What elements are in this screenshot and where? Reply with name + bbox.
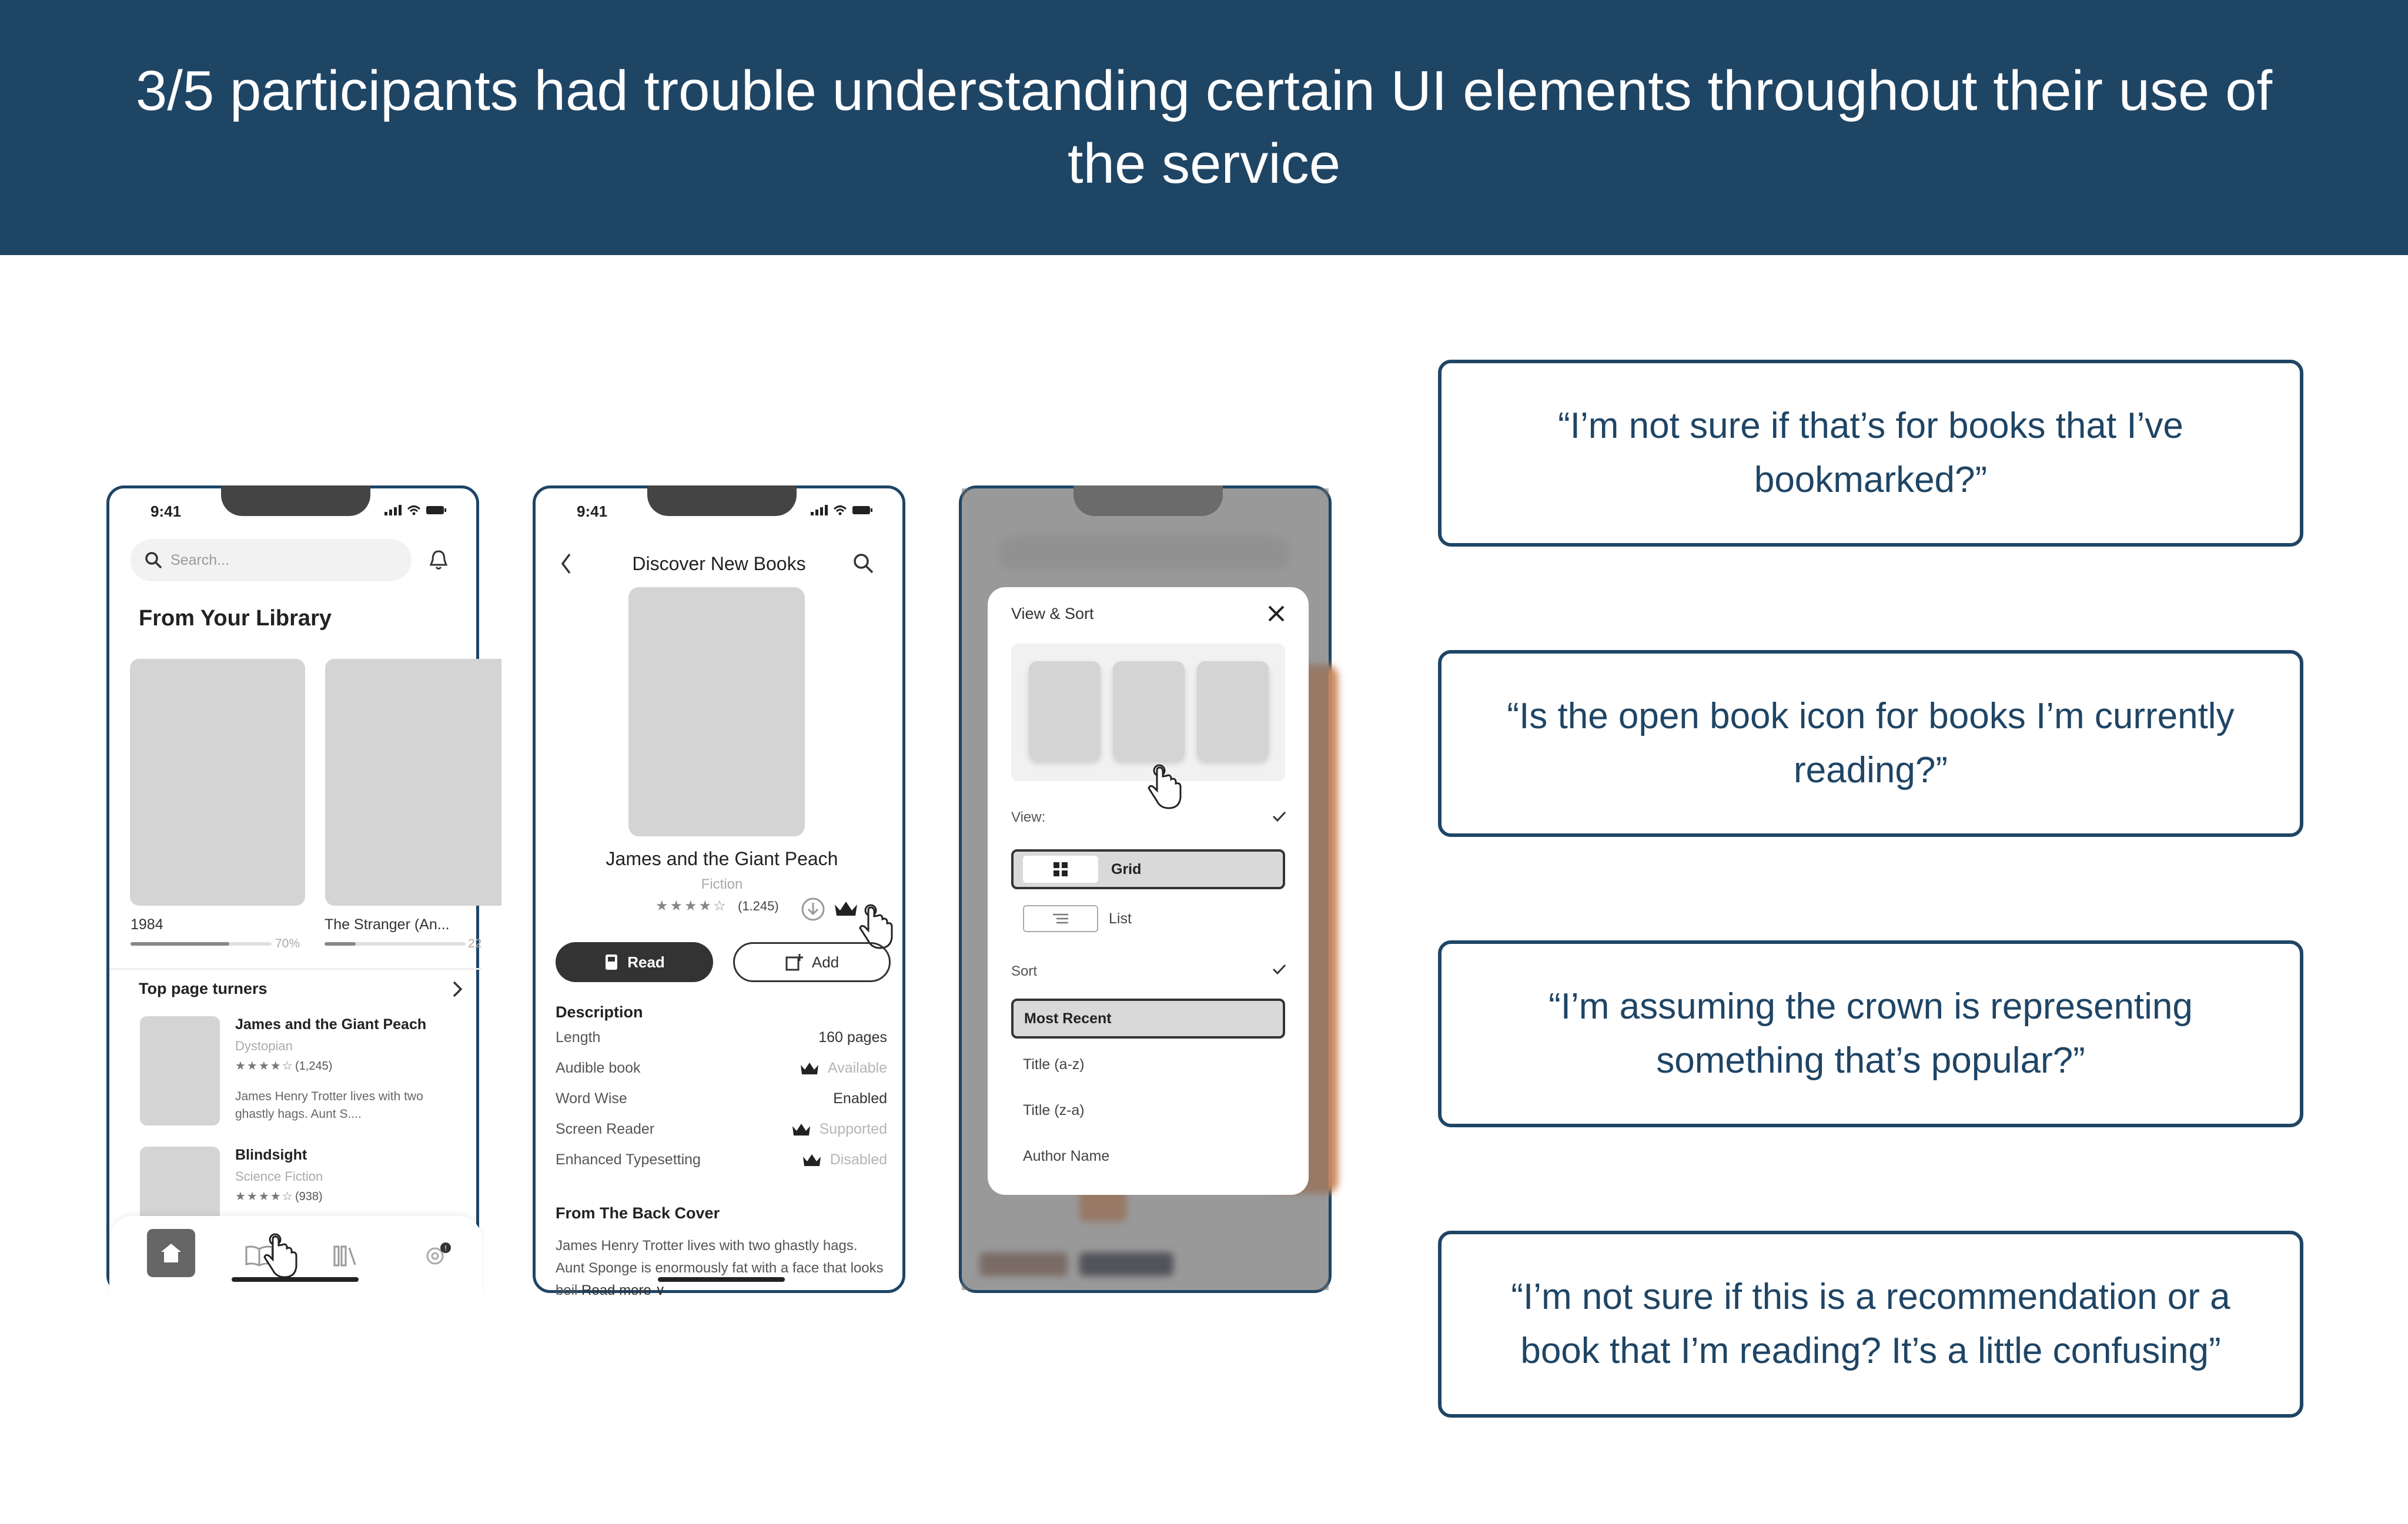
grid-icon-box — [1023, 856, 1098, 883]
sort-option-label: Most Recent — [1024, 1010, 1112, 1027]
book-icon — [604, 953, 619, 971]
rating-stars: ★★★★☆ — [235, 1190, 294, 1203]
bell-icon[interactable] — [427, 548, 450, 572]
grid-icon — [1052, 861, 1069, 877]
header-title: 3/5 participants had trouble understanding certain UI elements throughout their use of the service — [135, 59, 2273, 195]
nav-home-button[interactable] — [147, 1229, 195, 1277]
rating-count: (1.245) — [738, 899, 779, 913]
detail-value-text: Available — [827, 1060, 887, 1076]
quote-text: “I’m not sure if that’s for books that I’ve bookmarked?” — [1558, 406, 2183, 500]
list-icon — [1052, 913, 1069, 925]
rating-stars: ★★★★☆ — [235, 1060, 294, 1073]
description-title: Description — [556, 1003, 643, 1021]
page-title: Discover New Books — [632, 553, 806, 574]
read-more-link[interactable]: Read more ∨ — [581, 1282, 665, 1298]
read-button[interactable] — [556, 942, 713, 982]
rating-count: (938) — [295, 1190, 323, 1203]
view-sort-modal — [988, 587, 1309, 1195]
detail-value-text: Disabled — [830, 1151, 887, 1168]
phone-notch — [647, 485, 797, 516]
preview-cover — [1197, 661, 1269, 760]
quote-card — [1438, 360, 2303, 547]
search-placeholder: Search... — [170, 551, 230, 568]
read-button-label: Read — [627, 953, 665, 971]
back-cover-title: From The Back Cover — [556, 1204, 720, 1222]
search-icon — [143, 550, 163, 570]
detail-label: Enhanced Typesetting — [556, 1151, 701, 1168]
top-turners-title: Top page turners — [139, 980, 267, 997]
add-button[interactable] — [733, 942, 891, 982]
sort-option[interactable] — [1011, 1136, 1285, 1176]
detail-row — [556, 1090, 887, 1107]
list-book-description: James Henry Trotter lives with two ghastly hags. Aunt S.... — [235, 1090, 423, 1121]
progress-label: 70% — [275, 937, 300, 950]
view-option-label: Grid — [1111, 860, 1142, 877]
detail-label: Word Wise — [556, 1090, 627, 1107]
pointer-hand-icon — [261, 1232, 302, 1280]
book-cover[interactable] — [325, 659, 501, 906]
status-icons — [811, 505, 873, 515]
library-icon[interactable] — [333, 1244, 359, 1268]
phone-notch — [221, 485, 370, 516]
status-time: 9:41 — [150, 503, 182, 520]
section-title: From Your Library — [139, 606, 332, 631]
detail-value — [833, 1090, 887, 1107]
detail-label: Screen Reader — [556, 1121, 655, 1137]
reading-progress — [325, 942, 466, 946]
quote-card — [1438, 1231, 2303, 1418]
battery-icon — [852, 505, 873, 515]
crown-icon — [800, 1061, 820, 1076]
sort-option[interactable] — [1011, 1044, 1285, 1084]
add-to-library-icon — [785, 953, 804, 972]
detail-value — [818, 1029, 887, 1046]
wifi-icon — [407, 505, 421, 515]
home-indicator — [232, 1277, 359, 1282]
close-icon[interactable] — [1266, 604, 1286, 624]
settings-badge-icon[interactable] — [424, 1242, 452, 1269]
phone-home-screen — [106, 485, 482, 1293]
quote-text: “I’m not sure if this is a recommendation or a book that I’m reading? It’s a little confusing” — [1511, 1277, 2230, 1371]
rating-count: (1,245) — [295, 1060, 333, 1073]
sort-label: Sort — [1011, 963, 1038, 979]
detail-value — [791, 1121, 887, 1138]
back-cover-body: James Henry Trotter lives with two ghastly hags. Aunt Sponge is enormously fat with a face that looks boil — [556, 1238, 884, 1298]
book-cover — [628, 587, 805, 836]
phone-sort-screen — [959, 485, 1332, 1293]
crown-icon — [791, 1123, 811, 1137]
divider — [109, 968, 482, 970]
preview-cover — [1029, 661, 1101, 760]
list-icon-box — [1023, 905, 1098, 932]
list-book-genre: Science Fiction — [235, 1169, 323, 1184]
sort-option-label: Title (z-a) — [1023, 1101, 1085, 1118]
detail-row — [556, 1060, 887, 1077]
book-title: 1984 — [131, 916, 163, 933]
list-book-title: James and the Giant Peach — [235, 1016, 427, 1033]
download-icon[interactable] — [800, 896, 826, 922]
book-title: James and the Giant Peach — [606, 848, 838, 869]
list-book-genre: Dystopian — [235, 1039, 293, 1053]
detail-value-text: 160 pages — [818, 1029, 887, 1046]
battery-icon — [426, 505, 447, 515]
reading-progress — [131, 942, 272, 946]
sort-option-label: Title (a-z) — [1023, 1056, 1085, 1073]
search-icon[interactable] — [852, 552, 875, 575]
chevron-right-icon[interactable] — [450, 980, 464, 999]
quote-text: “I’m assuming the crown is representing something that’s popular?” — [1549, 986, 2193, 1081]
home-indicator — [658, 1277, 785, 1282]
view-option-grid[interactable] — [1011, 849, 1285, 889]
crown-icon[interactable] — [833, 900, 859, 917]
quote-card — [1438, 940, 2303, 1127]
detail-value — [800, 1060, 887, 1077]
detail-value-text: Supported — [819, 1121, 887, 1137]
book-cover[interactable] — [130, 659, 305, 906]
add-button-label: Add — [811, 953, 840, 971]
view-option-list[interactable] — [1011, 899, 1285, 939]
quote-text: “Is the open book icon for books I’m currently reading?” — [1507, 696, 2235, 791]
phone-notch — [1073, 485, 1223, 516]
wifi-icon — [833, 505, 847, 515]
pointer-hand-icon — [1145, 763, 1186, 810]
signal-icon — [811, 505, 828, 515]
quote-card — [1438, 650, 2303, 837]
sort-option-label: Author Name — [1023, 1147, 1110, 1164]
book-title: The Stranger (An... — [325, 916, 450, 933]
check-icon — [1272, 963, 1286, 975]
signal-icon — [384, 505, 402, 515]
progress-label: 22 — [468, 937, 482, 950]
modal-title: View & Sort — [1011, 605, 1094, 622]
book-genre: Fiction — [701, 876, 743, 892]
crown-icon — [802, 1153, 822, 1167]
detail-row — [556, 1029, 887, 1046]
header-banner — [0, 0, 2408, 255]
preview-cover — [1113, 661, 1185, 760]
detail-row — [556, 1121, 887, 1138]
list-book-title: Blindsight — [235, 1147, 307, 1163]
view-option-label: List — [1109, 910, 1132, 927]
status-icons — [384, 505, 447, 515]
home-icon — [160, 1242, 182, 1264]
detail-value-text: Enabled — [833, 1090, 887, 1107]
rating-stars: ★★★★☆ — [655, 898, 728, 914]
phone-discover-screen — [533, 485, 905, 1298]
detail-label: Audible book — [556, 1060, 641, 1076]
svg-text:!: ! — [444, 1244, 447, 1252]
detail-value — [802, 1151, 887, 1168]
sort-option[interactable] — [1011, 999, 1285, 1039]
detail-label: Length — [556, 1029, 601, 1046]
grid-preview — [1011, 644, 1285, 781]
list-book-cover[interactable] — [140, 1016, 220, 1126]
view-label: View: — [1011, 809, 1046, 825]
check-icon — [1272, 810, 1286, 822]
back-cover-text — [556, 1235, 885, 1302]
detail-row — [556, 1151, 887, 1168]
search-bar[interactable] — [131, 539, 412, 581]
status-time: 9:41 — [577, 503, 608, 520]
sort-option[interactable] — [1011, 1090, 1285, 1130]
